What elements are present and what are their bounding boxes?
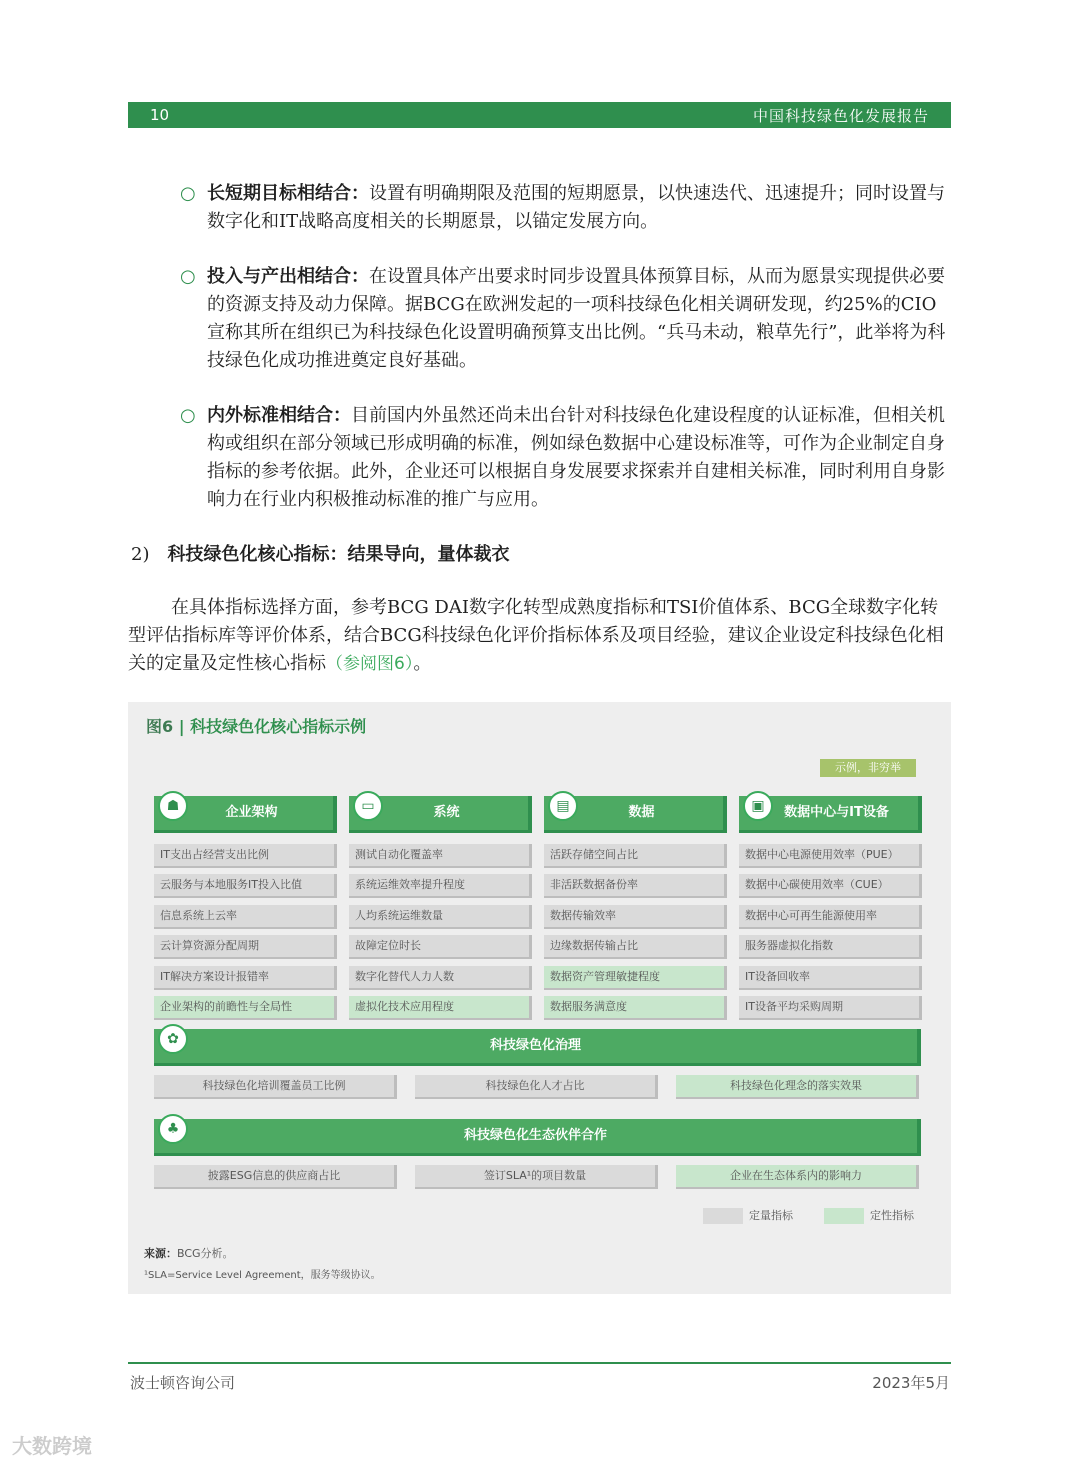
metric-cell: 数字化替代人力人数: [349, 966, 532, 990]
section-heading: [131, 540, 509, 566]
metric-cell: 云计算资源分配周期: [154, 935, 337, 959]
metric-cell: 信息系统上云率: [154, 905, 337, 929]
metric-cell: 数据资产管理敏捷程度: [544, 966, 727, 990]
org-chart-icon: ☗: [158, 791, 188, 821]
ecosystem-metrics: [154, 1165, 921, 1189]
database-icon: ▤: [548, 791, 578, 821]
governance-block: [154, 1029, 921, 1099]
figure-sep: |: [173, 717, 191, 736]
chip-icon: ▣: [743, 791, 773, 821]
metric-cell: 服务器虚拟化指数: [739, 935, 922, 959]
metric-cell: IT解决方案设计报错率: [154, 966, 337, 990]
metric-cell: IT设备回收率: [739, 966, 922, 990]
metric-cell: 虚拟化技术应用程度: [349, 996, 532, 1020]
column-data: [544, 796, 727, 1020]
metric-cell: 科技绿色化培训覆盖员工比例: [154, 1075, 397, 1099]
page-header: [128, 102, 951, 128]
bullet-paragraph-2: [207, 263, 952, 375]
legend-label: 定量指标: [749, 1209, 793, 1222]
page-number: 10: [150, 106, 170, 124]
tree-icon: ♣: [158, 1114, 188, 1144]
metric-cell: 企业在生态体系内的影响力: [676, 1165, 919, 1189]
metric-cell: 企业架构的前瞻性与全局性: [154, 996, 337, 1020]
source-text: BCG分析。: [177, 1247, 234, 1260]
metric-cell: 云服务与本地服务IT投入比值: [154, 874, 337, 898]
bullet-title: 内外标准相结合：: [207, 405, 351, 426]
column-title: 企业架构: [225, 805, 278, 820]
metric-cell: 签订SLA¹的项目数量: [415, 1165, 658, 1189]
metric-cell: 非活跃数据备份率: [544, 874, 727, 898]
ecosystem-block: [154, 1119, 921, 1189]
plant-hand-icon: ✿: [158, 1024, 188, 1054]
monitor-icon: ▭: [353, 791, 383, 821]
metric-cell: 活跃存储空间占比: [544, 844, 727, 868]
column-datacenter-it-equipment: [739, 796, 922, 1020]
column-header: [739, 796, 922, 833]
metric-cell: 披露ESG信息的供应商占比: [154, 1165, 397, 1189]
governance-title: 科技绿色化治理: [489, 1038, 581, 1053]
source-label: 来源：: [144, 1247, 177, 1260]
column-header: [349, 796, 532, 833]
metric-cell: 科技绿色化理念的落实效果: [676, 1075, 919, 1099]
legend-label: 定性指标: [870, 1209, 914, 1222]
metric-cell: 人均系统运维数量: [349, 905, 532, 929]
metric-cell: 科技绿色化人才占比: [415, 1075, 658, 1099]
metric-cell: 数据服务满意度: [544, 996, 727, 1020]
bullet-title: 投入与产出相结合：: [207, 266, 369, 287]
bullet-text: 设置有明确期限及范围的短期愿景，以快速迭代、迅速提升；同时设置与数字化和IT战略高度相关的长期愿景，以锚定发展方向。: [207, 183, 945, 232]
bullet-text: 在设置具体产出要求时同步设置具体预算目标，从而为愿景实现提供必要的资源支持及动力保障。据BCG在欧洲发起的一项科技绿色化相关调研发现，约25%的CIO宣称其所在组织已为科技绿色化设置明确预算支出比例。“兵马未动，粮草先行”，此举将为科技绿色化成功推进奠定良好基础。: [207, 266, 946, 371]
bullet-icon: ○: [180, 405, 196, 426]
legend-quantitative: [703, 1207, 793, 1224]
metric-cell: 数据中心电源使用效率（PUE）: [739, 844, 922, 868]
column-enterprise-architecture: [154, 796, 337, 1020]
footer-divider: [128, 1362, 951, 1364]
bullet-paragraph-3: [207, 402, 952, 514]
bullet-text: 目前国内外虽然还尚未出台针对科技绿色化建设程度的认证标准，但相关机构或组织在部分领域已形成明确的标准，例如绿色数据中心建设标准等，可作为企业制定自身指标的参考依据。此外，企业还可以根据自身发展要求探索并自建相关标准，同时利用自身影响力在行业内积极推动标准的推广与应用。: [207, 405, 945, 510]
ecosystem-title: 科技绿色化生态伙伴合作: [463, 1128, 607, 1143]
column-header: [154, 796, 337, 833]
figure-6: [128, 702, 951, 1294]
column-systems: [349, 796, 532, 1020]
governance-header: [154, 1029, 921, 1066]
bullet-paragraph-1: [207, 180, 952, 236]
example-note-badge: 示例，非穷举: [820, 759, 916, 777]
watermark: 大数跨境: [12, 1434, 92, 1458]
metric-cell: 故障定位时长: [349, 935, 532, 959]
footer-date: 2023年5月: [872, 1374, 950, 1392]
metric-cell: 边缘数据传输占比: [544, 935, 727, 959]
bullet-icon: ○: [180, 183, 196, 204]
footer-company: 波士顿咨询公司: [130, 1374, 236, 1392]
figure-title-text: 科技绿色化核心指标示例: [190, 717, 367, 736]
column-title: 系统: [433, 805, 460, 820]
metric-cell: 数据中心可再生能源使用率: [739, 905, 922, 929]
metric-cell: IT设备平均采购周期: [739, 996, 922, 1020]
metric-cell: 数据中心碳使用效率（CUE）: [739, 874, 922, 898]
column-title: 数据: [628, 805, 655, 820]
figure-label: 图6: [146, 717, 174, 736]
metric-cell: 数据传输效率: [544, 905, 727, 929]
legend-swatch-qualitative: [824, 1208, 864, 1224]
metric-cell: IT支出占经营支出比例: [154, 844, 337, 868]
figure-source: [144, 1245, 234, 1261]
legend-qualitative: [824, 1207, 914, 1224]
column-title: 数据中心与IT设备: [784, 805, 889, 820]
metric-cell: 测试自动化覆盖率: [349, 844, 532, 868]
governance-metrics: [154, 1075, 921, 1099]
ecosystem-header: [154, 1119, 921, 1156]
legend-swatch-quantitative: [703, 1208, 743, 1224]
section-title: 科技绿色化核心指标：结果导向，量体裁衣: [167, 544, 510, 565]
figure-footnote: ¹SLA=Service Level Agreement，服务等级协议。: [144, 1270, 381, 1281]
body-paragraph: [128, 594, 953, 678]
column-header: [544, 796, 727, 833]
metric-cell: 系统运维效率提升程度: [349, 874, 532, 898]
report-title: 中国科技绿色化发展报告: [752, 107, 929, 125]
bullet-icon: ○: [180, 266, 196, 287]
bullet-title: 长短期目标相结合：: [207, 183, 369, 204]
figure-reference-link[interactable]: （参阅图6）: [326, 654, 414, 674]
section-number: 2): [131, 544, 150, 565]
body-end: 。: [413, 653, 432, 674]
body-text: 在具体指标选择方面，参考BCG DAI数字化转型成熟度指标和TSI价值体系、BCG全球数字化转型评估指标库等评价体系，结合BCG科技绿色化评价指标体系及项目经验，建议企业设定科技绿色化相关的定量及定性核心指标: [128, 597, 944, 674]
figure-title: [146, 714, 366, 737]
